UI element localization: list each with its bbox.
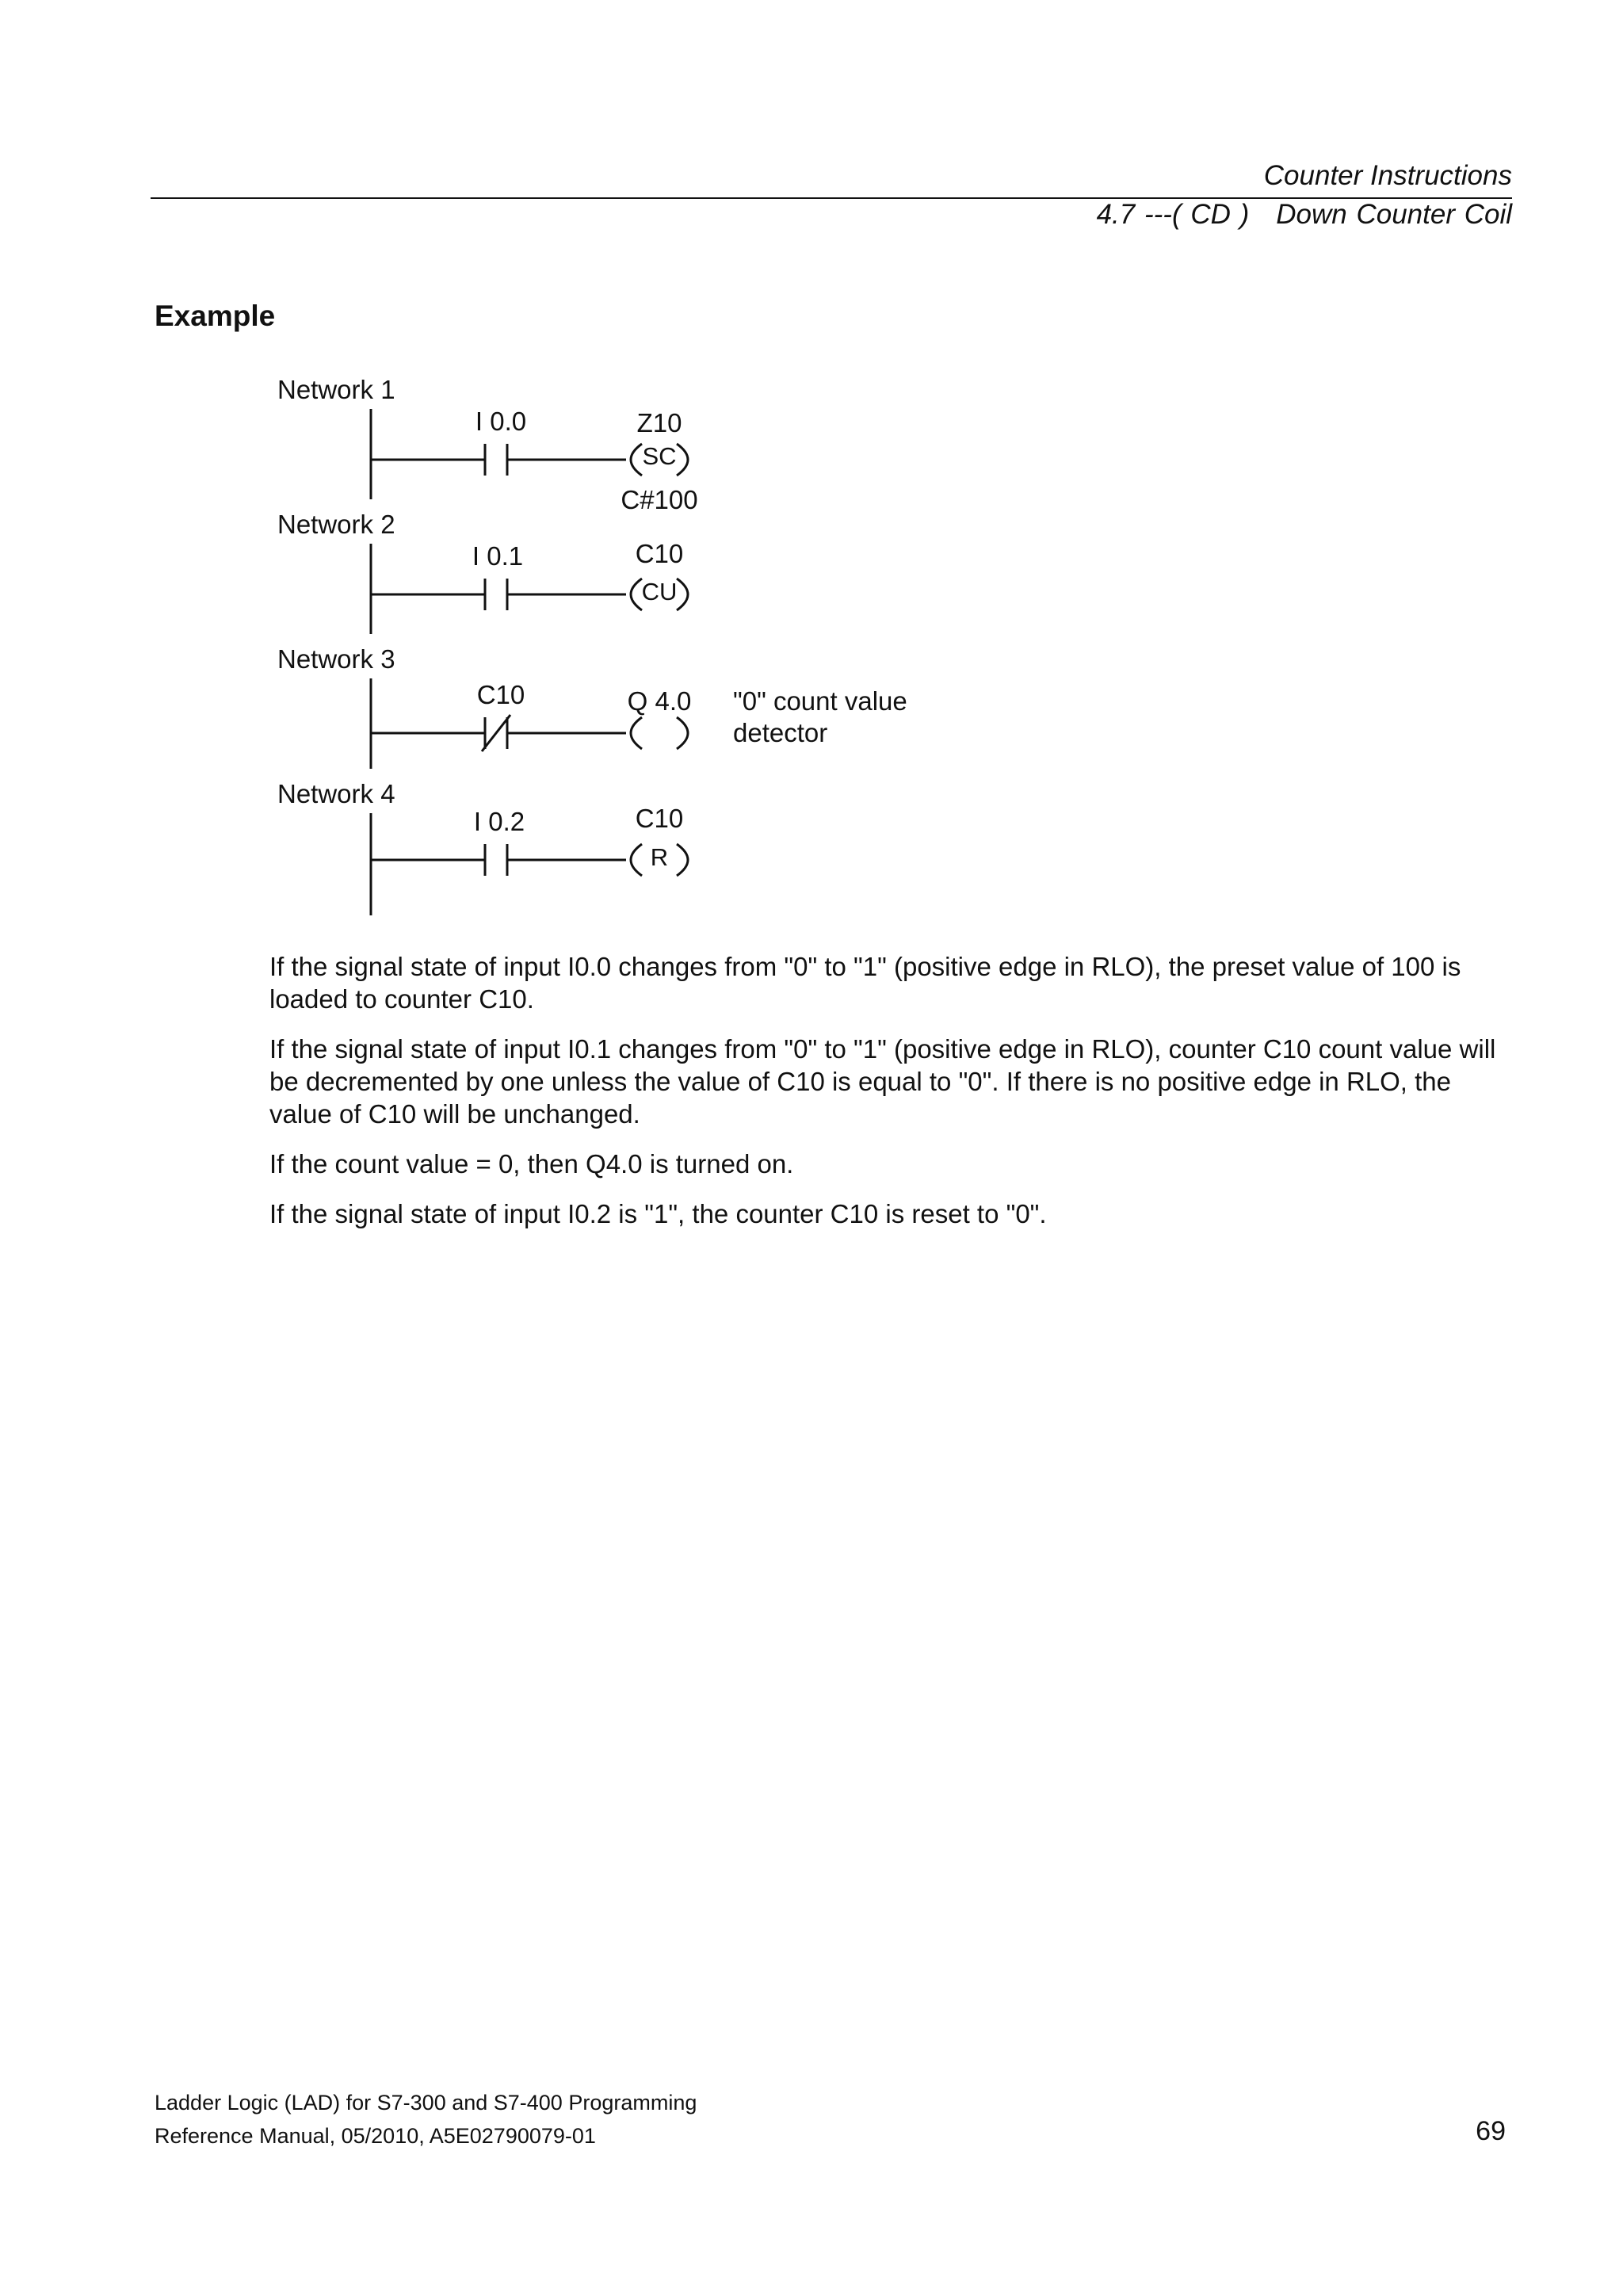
coil-preset-value: C#100	[621, 485, 698, 514]
network-comment-line1: "0" count value	[733, 686, 907, 716]
coil	[631, 717, 688, 749]
network-label: Network 2	[277, 510, 395, 539]
explanation-paragraph-2	[269, 1033, 1506, 1130]
contact-operand: I 0.1	[472, 541, 524, 571]
coil-symbol: SC	[642, 442, 677, 470]
network-4	[277, 779, 688, 876]
contact-operand: I 0.0	[475, 407, 527, 436]
paragraph-text: If the count value = 0, then Q4.0 is turned on.	[269, 1149, 794, 1179]
network-2	[277, 510, 688, 610]
contact-operand: C10	[476, 680, 525, 709]
ladder-diagram	[0, 0, 1623, 951]
subsection-number: 4.7 ---( CD )	[1096, 199, 1250, 230]
explanation-paragraph-4	[269, 1198, 1506, 1230]
network-label: Network 4	[277, 779, 395, 808]
coil-operand: C10	[635, 539, 684, 568]
network-1	[277, 375, 698, 514]
explanation-paragraph-3	[269, 1148, 1506, 1180]
network-label: Network 1	[277, 375, 395, 404]
coil-symbol: R	[650, 843, 669, 871]
normally-open-contact	[371, 844, 626, 876]
paragraph-text: If the signal state of input I0.1 changes from "0" to "1" (positive edge in RLO), counter C10 count value will be decremented by one unless the value of C10 is equal to "0". If there is no positive edge in RLO, the value of C10 will be unchanged.	[269, 1034, 1496, 1129]
footer-title: Ladder Logic (LAD) for S7-300 and S7-400 Programming	[155, 2091, 697, 2115]
contact-operand: I 0.2	[473, 807, 525, 836]
explanation-paragraph-1	[269, 950, 1506, 1015]
network-comment-line2: detector	[733, 718, 828, 747]
paragraph-text: If the signal state of input I0.0 changes from "0" to "1" (positive edge in RLO), the preset value of 100 is loaded to counter C10.	[269, 952, 1461, 1014]
paragraph-text: If the signal state of input I0.2 is "1", the counter C10 is reset to "0".	[269, 1199, 1047, 1228]
normally-open-contact	[371, 444, 626, 476]
normally-open-contact	[371, 579, 626, 610]
coil-operand: C10	[635, 804, 684, 833]
page-number: 69	[1476, 2116, 1506, 2146]
example-heading: Example	[155, 300, 276, 332]
coil-operand: Z10	[636, 408, 682, 437]
running-header-section: Counter Instructions	[1263, 160, 1512, 191]
footer-doc-info: Reference Manual, 05/2010, A5E02790079-01	[155, 2124, 596, 2148]
network-label: Network 3	[277, 644, 395, 674]
subsection-title: Down Counter Coil	[1276, 199, 1512, 230]
coil-operand: Q 4.0	[627, 686, 692, 716]
normally-closed-contact	[371, 715, 626, 751]
coil-symbol: CU	[641, 578, 678, 606]
